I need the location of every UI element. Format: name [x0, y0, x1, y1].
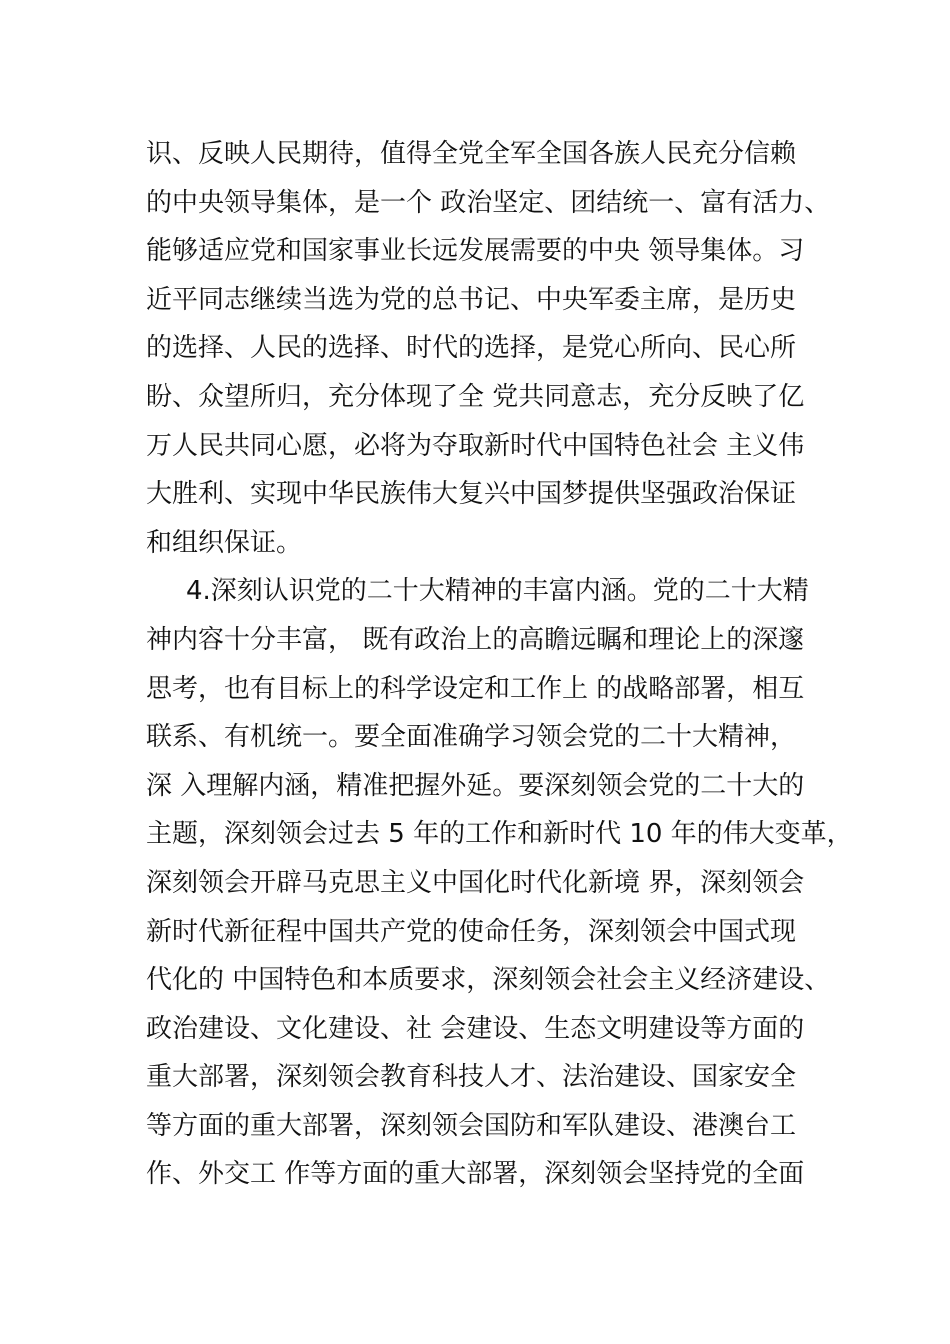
text-line: 深 入理解内涵，精准把握外延。要深刻领会党的二十大的 — [146, 770, 805, 801]
text-line: 联系、有机统一。要全面准确学习领会党的二十大精神， — [146, 722, 797, 753]
text-line: 近平同志继续当选为党的总书记、中央军委主席，是历史 — [146, 284, 797, 315]
text-line: 的选择、人民的选择、时代的选择，是党心所向、民心所 — [146, 333, 797, 364]
text-line: 新时代新征程中国共产党的使命任务，深刻领会中国式现 — [146, 916, 797, 947]
text-line: 识、反映人民期待，值得全党全军全国各族人民充分信赖 — [146, 139, 797, 169]
text-line: 等方面的重大部署，深刻领会国防和军队建设、港澳台工 — [146, 1110, 797, 1141]
section-heading-line: 4.深刻认识党的二十大精神的丰富内涵。党的二十大精 — [186, 576, 809, 607]
text-line: 重大部署，深刻领会教育科技人才、法治建设、国家安全 — [146, 1062, 797, 1093]
body-text — [146, 130, 853, 1199]
text-line: 万人民共同心愿，必将为夺取新时代中国特色社会 主义伟 — [146, 430, 805, 461]
text-line: 主题，深刻领会过去 5 年的工作和新时代 10 年的伟大变革， — [146, 819, 853, 850]
text-line: 思考，也有目标上的科学设定和工作上 的战略部署，相互 — [146, 673, 805, 704]
text-line: 和组织保证。 — [146, 527, 303, 558]
text-line: 作、外交工 作等方面的重大部署，深刻领会坚持党的全面 — [146, 1159, 805, 1190]
text-line: 深刻领会开辟马克思主义中国化时代化新境 界，深刻领会 — [146, 867, 805, 898]
text-line: 大胜利、实现中华民族伟大复兴中国梦提供坚强政治保证 — [146, 479, 797, 510]
text-line: 代化的 中国特色和本质要求，深刻领会社会主义经济建设、 — [146, 965, 831, 996]
text-line: 政治建设、文化建设、社 会建设、生态文明建设等方面的 — [146, 1013, 805, 1044]
text-line: 神内容十分丰富， 既有政治上的高瞻远瞩和理论上的深邃 — [146, 624, 805, 655]
text-line: 的中央领导集体，是一个 政治坚定、团结统一、富有活力、 — [146, 187, 831, 218]
text-line: 盼、众望所归，充分体现了全 党共同意志，充分反映了亿 — [146, 381, 805, 412]
text-line: 能够适应党和国家事业长远发展需要的中央 领导集体。习 — [146, 236, 805, 267]
